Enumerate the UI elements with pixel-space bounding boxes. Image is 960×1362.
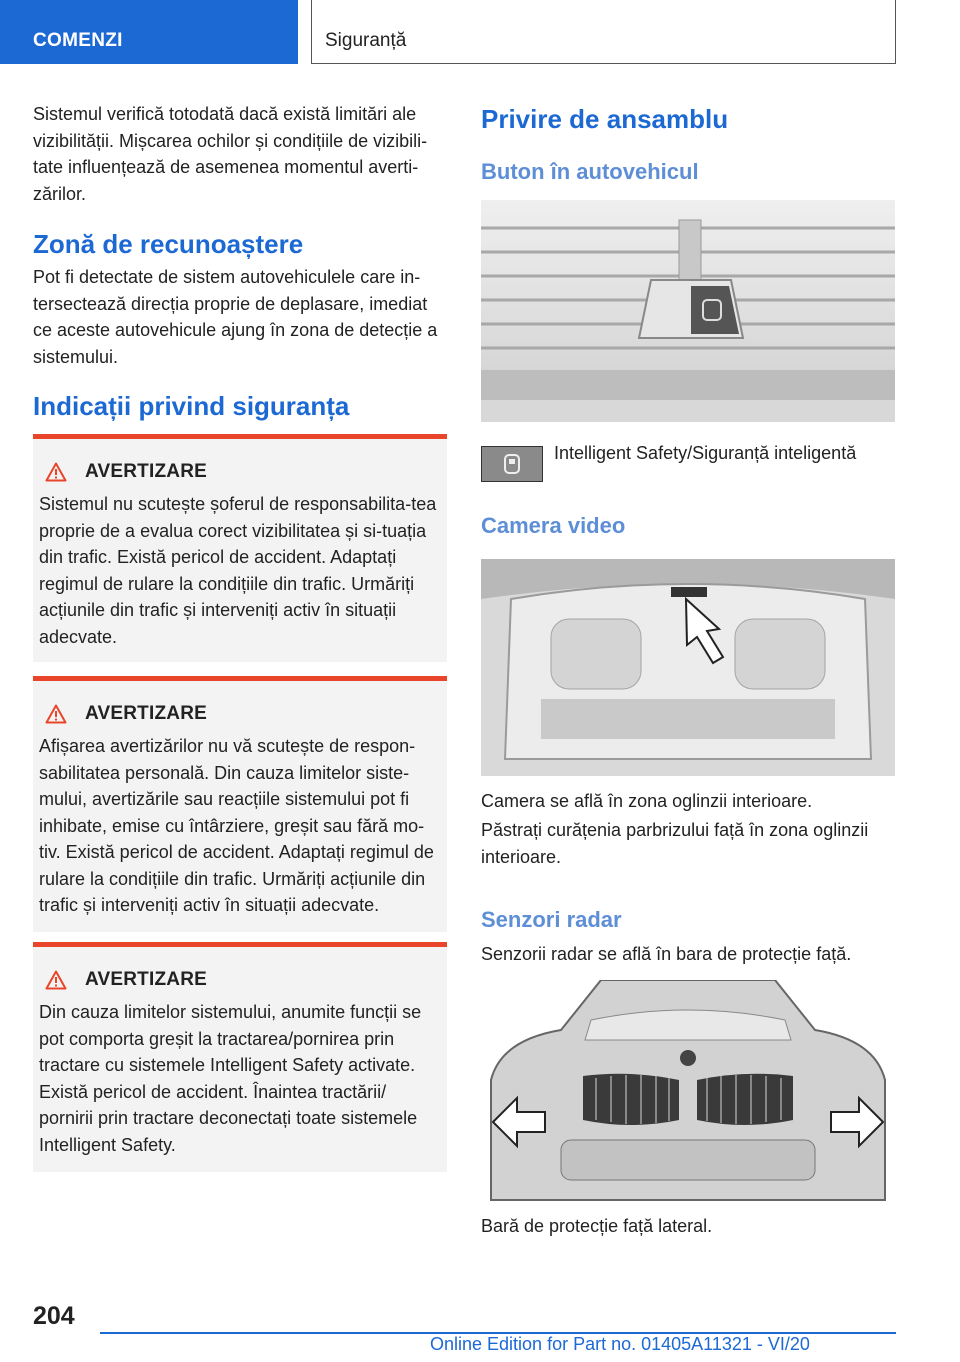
button-console-image [481, 200, 895, 422]
section-title: Siguranță [325, 30, 407, 51]
camera-heading: Camera video [481, 513, 626, 538]
overview-heading: Privire de ansamblu [481, 104, 729, 134]
safety-heading: Indicații privind siguranța [33, 391, 350, 421]
warning-title: AVERTIZARE [85, 703, 207, 724]
button-heading: Buton în autovehicul [481, 159, 699, 184]
warning-box-2 [33, 676, 447, 932]
warning-triangle-icon [45, 704, 67, 724]
warning-box-1 [33, 434, 447, 662]
radar-bumper-image [481, 980, 895, 1202]
footer-edition: Online Edition for Part no. 01405A11321 - VI/20 [430, 1334, 810, 1354]
chapter-title: COMENZI [33, 30, 123, 51]
warning-title: AVERTIZARE [85, 461, 207, 482]
warning-box-3 [33, 942, 447, 1172]
intro-paragraph: Sistemul verifică totodată dacă există limitări ale vizibilității. Mișcarea ochilor și condițiile de vizibili-tate influențează de asemenea momentul averti-zărilor. [33, 104, 428, 204]
warning-triangle-icon [45, 462, 67, 482]
button-label: Intelligent Safety/Siguranță inteligentă [554, 443, 857, 463]
camera-windshield-image [481, 559, 895, 776]
chapter-tab [0, 0, 298, 64]
zone-paragraph: Pot fi detectate de sistem autovehiculele care in-tersectează direcția proprie de deplasare, imediat ce aceste autovehicule ajung în zona de detecție a sistemului. [33, 267, 438, 367]
camera-text-2: Păstrați curățenia parbrizului față în zona oglinzii interioare. [481, 820, 869, 867]
warning-title: AVERTIZARE [85, 969, 207, 990]
radar-caption: Bară de protecție față lateral. [481, 1216, 713, 1236]
warning-triangle-icon [45, 970, 67, 990]
page-number: 204 [33, 1302, 75, 1330]
warning-text: Afișarea avertizărilor nu vă scutește de respon-sabilitatea personală. Din cauza limitelor siste-mului, avertizările sau reacțiile sistemului pot fi inhibate, emise cu întârziere, greșit sau fără mo-tiv. Există pericol de accident. Adaptați regimul de rulare la condițiile din trafic. Urmăriți acțiunile din trafic și interveniți activ în situații adecvate. [39, 736, 434, 915]
zone-heading: Zonă de recunoaștere [33, 229, 304, 259]
radar-heading: Senzori radar [481, 907, 622, 932]
section-header [311, 0, 896, 64]
intelligent-safety-button-icon [481, 446, 543, 482]
camera-text-1: Camera se află în zona oglinzii interioare. [481, 791, 813, 811]
warning-text: Din cauza limitelor sistemului, anumite funcții se pot comporta greșit la tractarea/pornirea prin tractare cu sistemele Intelligent Safety activate. Există pericol de accident. Înaintea tractării/ pornirii prin tractare deconectați toate sistemele Intelligent Safety. [39, 1002, 422, 1155]
warning-text: Sistemul nu scutește șoferul de responsabilita-tea proprie de a evalua corect vizibilitatea și si-tuația din trafic. Există pericol de accident. Adaptați regimul de rulare la condițiile din trafic. Urmăriți acțiunile din trafic și interveniți activ în situații adecvate. [39, 494, 437, 647]
radar-text: Senzorii radar se află în bara de protecție față. [481, 944, 852, 964]
